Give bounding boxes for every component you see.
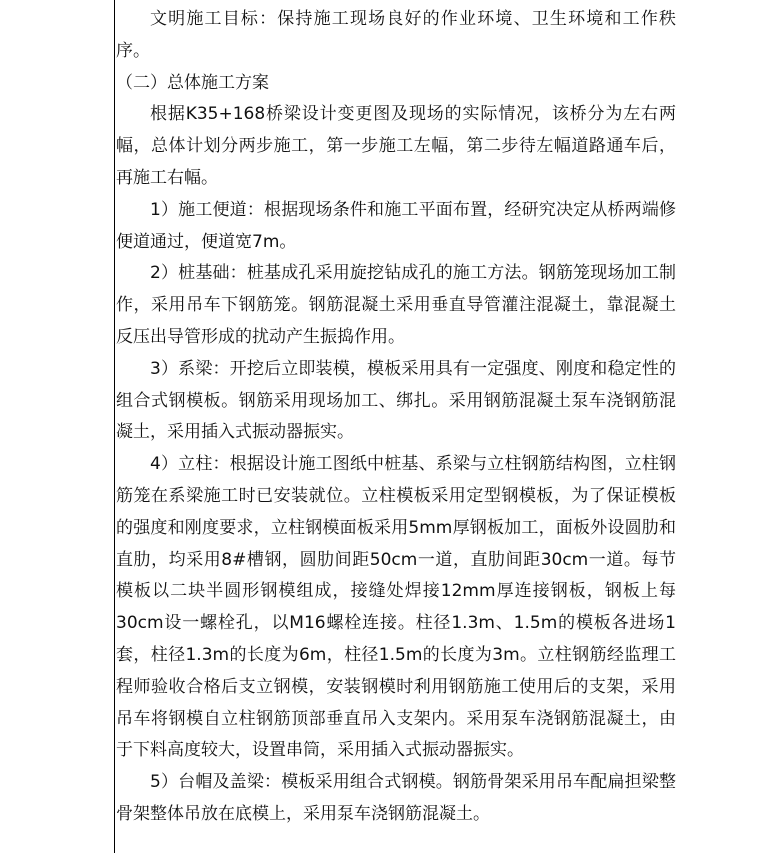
paragraph-tie-beam: 3）系梁：开挖后立即装模，模板采用具有一定强度、刚度和稳定性的组合式钢模板。钢筋采用现场加工、绑扎。采用钢筋混凝土泵车浇钢筋混凝土，采用插入式振动器振实。 [116,358,676,443]
paragraph-cap-beam: 5）台帽及盖梁：模板采用组合式钢模。钢筋骨架采用吊车配扁担梁整骨架整体吊放在底模上，采用泵车浇钢筋混凝土。 [116,772,676,824]
paragraph-overview: 根据K35+168桥梁设计变更图及现场的实际情况，该桥分为左右两幅，总体计划分两步施工，第一步施工左幅，第二步待左幅道路通车后，再施工右幅。 [116,104,676,188]
paragraph-pile-foundation: 2）桩基础：桩基成孔采用旋挖钻成孔的施工方法。钢筋笼现场加工制作，采用吊车下钢筋笼。钢筋混凝土采用垂直导管灌注混凝土，靠混凝土反压出导管形成的扰动产生振捣作用。 [116,263,676,347]
paragraph-civilized-construction-goal: 文明施工目标：保持施工现场良好的作业环境、卫生环境和工作秩序。 [116,9,676,61]
paragraph-access-road: 1）施工便道：根据现场条件和施工平面布置，经研究决定从桥两端修便道通过，便道宽7m。 [116,199,676,252]
document-body [116,4,676,831]
section-heading-overall-plan: （二）总体施工方案 [116,72,269,93]
paragraph-column: 4）立柱：根据设计施工图纸中桩基、系梁与立柱钢筋结构图，立柱钢筋笼在系梁施工时已安装就位。立柱模板采用定型钢模板，为了保证模板的强度和刚度要求，立柱钢模面板采用5mm厚钢板加工，面板外设圆肋和直肋，均采用8#槽钢，圆肋间距50cm一道，直肋间距30cm一道。每节模板以二块半圆形钢模组成，接缝处焊接12mm厚连接钢板，钢板上每30cm设一螺栓孔，以M16螺栓连接。柱径1.3m、1.5m的模板各进场1套，柱径1.3m的长度为6m，柱径1.5m的长度为3m。立柱钢筋经监理工程师验收合格后支立钢模，安装钢模时利用钢筋施工使用后的支架，采用吊车将钢模自立柱钢筋顶部垂直吊入支架内。采用泵车浇钢筋混凝土，由于下料高度较大，设置串筒，采用插入式振动器振实。 [116,454,676,761]
margin-rule [114,0,115,853]
